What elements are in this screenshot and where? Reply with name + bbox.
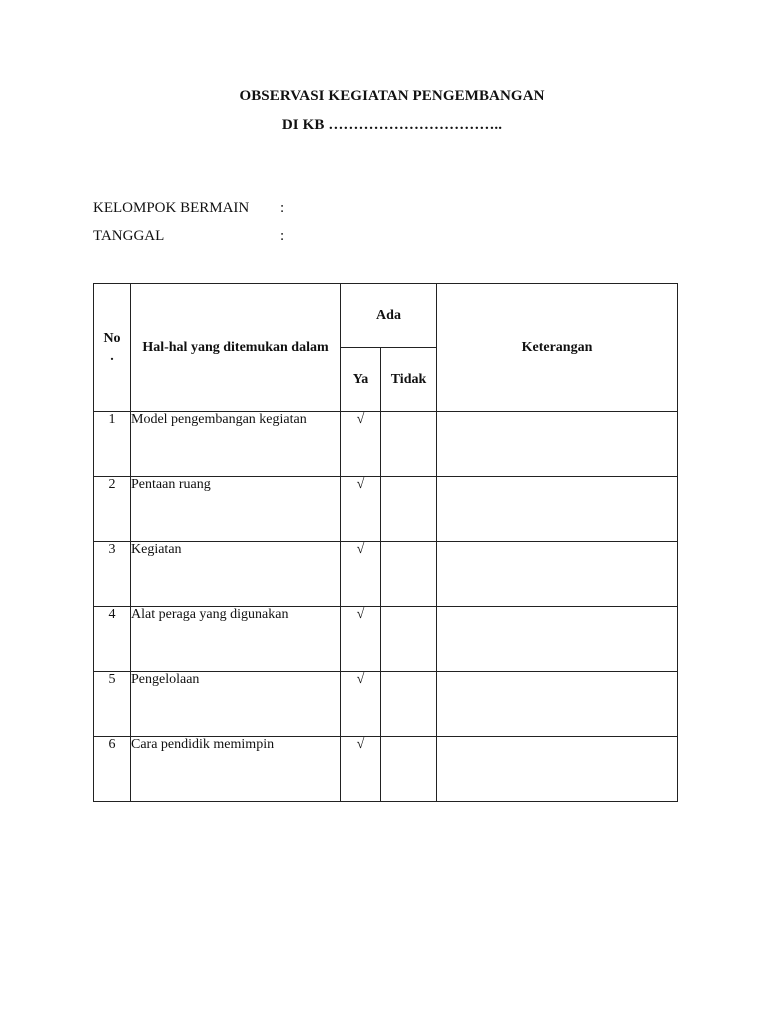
field-tanggal xyxy=(93,228,284,245)
cell-keterangan xyxy=(437,477,678,542)
cell-no: 3 xyxy=(94,542,131,607)
cell-item: Model pengembangan kegiatan xyxy=(131,412,341,477)
cell-tidak xyxy=(381,672,437,737)
table-row xyxy=(94,607,678,672)
cell-no: 6 xyxy=(94,737,131,802)
header-tidak: Tidak xyxy=(381,348,437,412)
cell-no: 4 xyxy=(94,607,131,672)
cell-no: 2 xyxy=(94,477,131,542)
cell-keterangan xyxy=(437,542,678,607)
cell-tidak xyxy=(381,607,437,672)
header-ya: Ya xyxy=(341,348,381,412)
table-row xyxy=(94,672,678,737)
cell-item: Cara pendidik memimpin xyxy=(131,737,341,802)
table-row xyxy=(94,412,678,477)
header-keterangan: Keterangan xyxy=(437,284,678,412)
cell-item: Pengelolaan xyxy=(131,672,341,737)
cell-no: 5 xyxy=(94,672,131,737)
check-mark-icon: √ xyxy=(341,737,381,802)
field-label: TANGGAL xyxy=(93,228,165,244)
field-separator: : xyxy=(280,200,285,216)
field-separator: : xyxy=(280,228,285,244)
check-mark-icon: √ xyxy=(341,607,381,672)
cell-tidak xyxy=(381,477,437,542)
check-mark-icon: √ xyxy=(341,542,381,607)
header-no: No . xyxy=(94,284,131,412)
cell-item: Kegiatan xyxy=(131,542,341,607)
document-subtitle: DI KB …………………………….. xyxy=(281,117,503,133)
table-row xyxy=(94,477,678,542)
table-row xyxy=(94,737,678,802)
check-mark-icon: √ xyxy=(341,412,381,477)
cell-no: 1 xyxy=(94,412,131,477)
document-title: OBSERVASI KEGIATAN PENGEMBANGAN xyxy=(239,88,545,104)
cell-keterangan xyxy=(437,607,678,672)
field-label: KELOMPOK BERMAIN xyxy=(93,200,250,216)
field-kelompok-bermain xyxy=(93,200,284,217)
cell-tidak xyxy=(381,412,437,477)
cell-item: Pentaan ruang xyxy=(131,477,341,542)
check-mark-icon: √ xyxy=(341,672,381,737)
table-row xyxy=(94,542,678,607)
header-item: Hal-hal yang ditemukan dalam xyxy=(131,284,341,412)
cell-keterangan xyxy=(437,737,678,802)
cell-keterangan xyxy=(437,672,678,737)
cell-item: Alat peraga yang digunakan xyxy=(131,607,341,672)
observation-table xyxy=(93,283,678,802)
cell-tidak xyxy=(381,542,437,607)
cell-keterangan xyxy=(437,412,678,477)
header-ada: Ada xyxy=(341,284,437,348)
check-mark-icon: √ xyxy=(341,477,381,542)
cell-tidak xyxy=(381,737,437,802)
